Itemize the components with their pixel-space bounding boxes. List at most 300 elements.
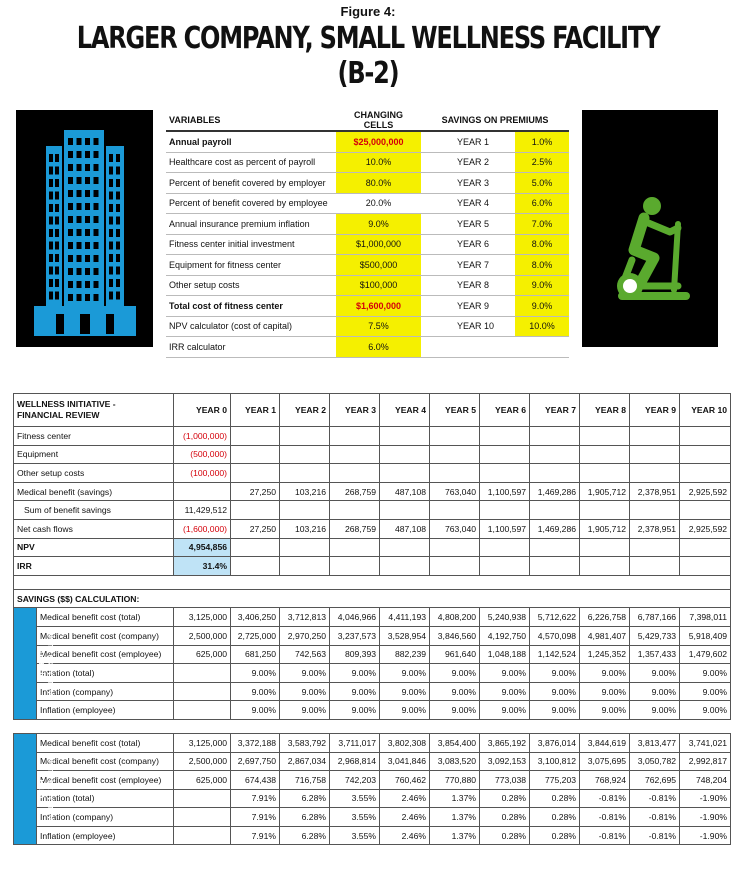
row-value xyxy=(480,501,530,520)
row-value: 768,924 xyxy=(580,771,630,790)
row-value: 625,000 xyxy=(174,645,231,664)
header-savings-on-premiums: SAVINGS ON PREMIUMS xyxy=(421,110,569,131)
row-value: 3,528,954 xyxy=(380,626,430,645)
variables-row xyxy=(166,193,569,214)
row-value: 9.00% xyxy=(480,701,530,720)
row-value: 3,846,560 xyxy=(430,626,480,645)
row-value xyxy=(430,464,480,483)
row-value xyxy=(680,427,731,446)
row-value: 748,204 xyxy=(680,771,731,790)
row-value: 762,695 xyxy=(630,771,680,790)
row-value: 0.28% xyxy=(530,789,580,808)
changing-cell-value: $100,000 xyxy=(336,275,421,296)
row-value: 1,469,286 xyxy=(530,482,580,501)
row-value: 773,038 xyxy=(480,771,530,790)
row-value: 763,040 xyxy=(430,519,480,538)
header-changing-cells: CHANGING CELLS xyxy=(336,110,421,131)
savings-year: YEAR 6 xyxy=(421,234,515,255)
row-value: 809,393 xyxy=(330,645,380,664)
variables-row xyxy=(166,316,569,337)
row-value xyxy=(231,538,280,557)
financial-row xyxy=(14,445,731,464)
row-value xyxy=(280,427,330,446)
savings-year: YEAR 10 xyxy=(421,316,515,337)
row-value: 9.00% xyxy=(430,664,480,683)
row-value xyxy=(530,445,580,464)
row-value: 1,479,602 xyxy=(680,645,731,664)
side-label-line: WITH xyxy=(37,779,47,799)
row-value: 1,142,524 xyxy=(530,645,580,664)
without-wellness-plan-label xyxy=(14,608,56,720)
row-value: 3,802,308 xyxy=(380,733,430,752)
row-value: 9.00% xyxy=(530,664,580,683)
side-label-text xyxy=(37,632,55,696)
row-label: Inflation (company) xyxy=(37,808,174,827)
row-value: 4,046,966 xyxy=(330,608,380,627)
changing-cell-value: $25,000,000 xyxy=(336,131,421,152)
savings-title: SAVINGS ($$) CALCULATION: xyxy=(14,589,731,608)
row-value xyxy=(480,538,530,557)
changing-cell-value: 9.0% xyxy=(336,214,421,235)
gap-cell xyxy=(14,719,731,733)
row-value: 9.00% xyxy=(580,701,630,720)
without-plan-row xyxy=(14,682,731,701)
row-value: 3,876,014 xyxy=(530,733,580,752)
row-value xyxy=(480,427,530,446)
year-header: YEAR 8 xyxy=(580,394,630,427)
changing-cell-value: 10.0% xyxy=(336,152,421,173)
row-value: 9.00% xyxy=(380,701,430,720)
savings-percent: 6.0% xyxy=(515,193,569,214)
row-value: -0.81% xyxy=(580,808,630,827)
row-label: Net cash flows xyxy=(14,519,174,538)
variables-row xyxy=(166,275,569,296)
row-value: (100,000) xyxy=(174,464,231,483)
row-value xyxy=(330,538,380,557)
row-value: 9.00% xyxy=(280,664,330,683)
row-value: 9.00% xyxy=(430,701,480,720)
row-value: 9.00% xyxy=(231,701,280,720)
row-value: -0.81% xyxy=(580,789,630,808)
row-label: Medical benefit cost (employee) xyxy=(37,645,174,664)
with-wellness-plan-label xyxy=(14,733,56,845)
row-value: 2,970,250 xyxy=(280,626,330,645)
row-value: 6.28% xyxy=(280,789,330,808)
financial-row xyxy=(14,427,731,446)
row-value: 4,570,098 xyxy=(530,626,580,645)
row-value: -1.90% xyxy=(680,808,731,827)
row-value: 9.00% xyxy=(280,682,330,701)
row-value: 882,239 xyxy=(380,645,430,664)
savings-percent: 8.0% xyxy=(515,234,569,255)
row-value xyxy=(580,445,630,464)
row-value: 7.91% xyxy=(231,826,280,845)
year-header: YEAR 4 xyxy=(380,394,430,427)
row-value: 770,880 xyxy=(430,771,480,790)
row-value: 2,378,951 xyxy=(630,519,680,538)
row-value: (1,600,000) xyxy=(174,519,231,538)
row-label: Sum of benefit savings xyxy=(14,501,174,520)
row-value: 3,041,846 xyxy=(380,752,430,771)
row-value: 1.37% xyxy=(430,826,480,845)
savings-year: YEAR 3 xyxy=(421,173,515,194)
with-plan-row xyxy=(14,826,731,845)
row-value: 5,429,733 xyxy=(630,626,680,645)
row-value: 31.4% xyxy=(174,557,231,576)
row-value: 2,378,951 xyxy=(630,482,680,501)
financial-review-title xyxy=(14,394,174,427)
row-value xyxy=(174,808,231,827)
row-value: 1,905,712 xyxy=(580,482,630,501)
row-value: 760,462 xyxy=(380,771,430,790)
savings-title-row xyxy=(14,589,731,608)
savings-percent: 9.0% xyxy=(515,275,569,296)
year-header: YEAR 3 xyxy=(330,394,380,427)
row-value: 3,075,695 xyxy=(580,752,630,771)
row-value xyxy=(174,826,231,845)
row-value: 9.00% xyxy=(580,664,630,683)
row-value: 3,711,017 xyxy=(330,733,380,752)
with-plan-row xyxy=(14,771,731,790)
row-value: 0.28% xyxy=(480,789,530,808)
variable-label: Healthcare cost as percent of payroll xyxy=(166,152,336,173)
changing-cell-value: 7.5% xyxy=(336,316,421,337)
with-plan-row xyxy=(14,789,731,808)
row-value: 3,092,153 xyxy=(480,752,530,771)
row-value xyxy=(280,464,330,483)
row-value: 487,108 xyxy=(380,482,430,501)
row-value xyxy=(430,501,480,520)
row-value xyxy=(280,501,330,520)
savings-percent: 5.0% xyxy=(515,173,569,194)
variable-label: Percent of benefit covered by employer xyxy=(166,173,336,194)
row-value: 4,411,193 xyxy=(380,608,430,627)
title-line: FINANCIAL REVIEW xyxy=(17,410,100,420)
row-value xyxy=(430,427,480,446)
row-value xyxy=(580,501,630,520)
row-value xyxy=(480,464,530,483)
row-value: 3,406,250 xyxy=(231,608,280,627)
variable-label: Total cost of fitness center xyxy=(166,296,336,317)
year-header: YEAR 6 xyxy=(480,394,530,427)
row-value xyxy=(380,501,430,520)
row-value xyxy=(680,538,731,557)
variable-label: Fitness center initial investment xyxy=(166,234,336,255)
row-value: 4,954,856 xyxy=(174,538,231,557)
row-value: 3,865,192 xyxy=(480,733,530,752)
row-value: 3.55% xyxy=(330,789,380,808)
row-value: 1,357,433 xyxy=(630,645,680,664)
savings-percent: 7.0% xyxy=(515,214,569,235)
row-value: 1,245,352 xyxy=(580,645,630,664)
row-value: 763,040 xyxy=(430,482,480,501)
savings-year: YEAR 5 xyxy=(421,214,515,235)
side-label-text xyxy=(37,757,55,821)
row-label: Inflation (total) xyxy=(37,664,174,683)
row-value xyxy=(430,538,480,557)
year-header: YEAR 7 xyxy=(530,394,580,427)
row-label: Medical benefit cost (employee) xyxy=(37,771,174,790)
row-label: Inflation (employee) xyxy=(37,701,174,720)
savings-year: YEAR 8 xyxy=(421,275,515,296)
row-label: Medical benefit cost (company) xyxy=(37,752,174,771)
year-header: YEAR 2 xyxy=(280,394,330,427)
year-header: YEAR 5 xyxy=(430,394,480,427)
row-value: 1,905,712 xyxy=(580,519,630,538)
row-value: 7.91% xyxy=(231,789,280,808)
row-value xyxy=(530,557,580,576)
financial-row xyxy=(14,501,731,520)
savings-year xyxy=(421,337,515,358)
row-value: 9.00% xyxy=(630,701,680,720)
row-label: IRR xyxy=(14,557,174,576)
row-value: 9.00% xyxy=(480,664,530,683)
row-value: 625,000 xyxy=(174,771,231,790)
savings-year: YEAR 9 xyxy=(421,296,515,317)
row-value: 681,250 xyxy=(231,645,280,664)
row-value: 4,808,200 xyxy=(430,608,480,627)
row-value: 3,741,021 xyxy=(680,733,731,752)
without-plan-row xyxy=(14,701,731,720)
row-value: 2,968,814 xyxy=(330,752,380,771)
row-value xyxy=(630,557,680,576)
savings-percent: 8.0% xyxy=(515,255,569,276)
row-value xyxy=(680,501,731,520)
row-value: 0.28% xyxy=(480,808,530,827)
row-value: (500,000) xyxy=(174,445,231,464)
row-value: 9.00% xyxy=(580,682,630,701)
variable-label: Annual insurance premium inflation xyxy=(166,214,336,235)
row-value: 3,050,782 xyxy=(630,752,680,771)
row-value xyxy=(530,501,580,520)
row-value: 3,854,400 xyxy=(430,733,480,752)
title-line: WELLNESS INITIATIVE - xyxy=(17,399,116,409)
row-value: 1,469,286 xyxy=(530,519,580,538)
row-value: 3.55% xyxy=(330,826,380,845)
row-value: 3,583,792 xyxy=(280,733,330,752)
savings-percent: 10.0% xyxy=(515,316,569,337)
blank-row xyxy=(14,575,731,589)
row-value: 3,813,477 xyxy=(630,733,680,752)
office-building-icon xyxy=(16,110,153,347)
row-value: 3,100,812 xyxy=(530,752,580,771)
changing-cell-value: $500,000 xyxy=(336,255,421,276)
variables-row xyxy=(166,131,569,152)
row-value: 4,981,407 xyxy=(580,626,630,645)
side-label-line: WITHOUT xyxy=(37,646,47,682)
row-value: 9.00% xyxy=(380,682,430,701)
row-value: -0.81% xyxy=(630,789,680,808)
figure-title: LARGER COMPANY, SMALL WELLNESS FACILITY (B-2) xyxy=(76,21,660,91)
without-plan-row xyxy=(14,626,731,645)
row-value: 2.46% xyxy=(380,808,430,827)
row-value: 27,250 xyxy=(231,482,280,501)
row-value: 6.28% xyxy=(280,826,330,845)
row-value: 9.00% xyxy=(680,682,731,701)
without-plan-row xyxy=(14,645,731,664)
variable-label: Percent of benefit covered by employee xyxy=(166,193,336,214)
row-value: 3,125,000 xyxy=(174,733,231,752)
variable-label: Annual payroll xyxy=(166,131,336,152)
row-value: 9.00% xyxy=(630,664,680,683)
row-value: 2,500,000 xyxy=(174,626,231,645)
row-value: 7.91% xyxy=(231,808,280,827)
row-value: 775,203 xyxy=(530,771,580,790)
row-value xyxy=(231,464,280,483)
financial-row xyxy=(14,538,731,557)
row-value: 6,226,758 xyxy=(580,608,630,627)
row-value xyxy=(530,427,580,446)
row-value xyxy=(530,464,580,483)
row-value: (1,000,000) xyxy=(174,427,231,446)
row-value: 742,203 xyxy=(330,771,380,790)
variable-label: NPV calculator (cost of capital) xyxy=(166,316,336,337)
changing-cell-value: 80.0% xyxy=(336,173,421,194)
row-value: 9.00% xyxy=(280,701,330,720)
row-value: 4,192,750 xyxy=(480,626,530,645)
row-value xyxy=(330,464,380,483)
row-value xyxy=(174,789,231,808)
with-plan-row xyxy=(14,808,731,827)
row-value xyxy=(630,427,680,446)
row-value xyxy=(231,427,280,446)
row-value xyxy=(630,538,680,557)
row-value xyxy=(174,682,231,701)
changing-cell-value: 6.0% xyxy=(336,337,421,358)
financial-row xyxy=(14,464,731,483)
savings-percent: 2.5% xyxy=(515,152,569,173)
row-value: 9.00% xyxy=(530,701,580,720)
row-label: Medical benefit (savings) xyxy=(14,482,174,501)
row-value: 5,712,622 xyxy=(530,608,580,627)
row-value: 674,438 xyxy=(231,771,280,790)
row-value xyxy=(174,482,231,501)
row-value: 103,216 xyxy=(280,519,330,538)
row-value: 3.55% xyxy=(330,808,380,827)
row-value xyxy=(580,427,630,446)
row-value: 9.00% xyxy=(480,682,530,701)
financial-row xyxy=(14,482,731,501)
row-value xyxy=(231,445,280,464)
row-value xyxy=(480,445,530,464)
financial-review-table xyxy=(13,393,731,845)
row-value: 6,787,166 xyxy=(630,608,680,627)
row-value xyxy=(430,557,480,576)
row-value: 2,925,592 xyxy=(680,519,731,538)
row-value xyxy=(430,445,480,464)
row-value: 9.00% xyxy=(380,664,430,683)
row-value xyxy=(580,557,630,576)
row-value xyxy=(680,445,731,464)
row-value xyxy=(380,538,430,557)
fitness-panel xyxy=(582,110,718,347)
row-value: -0.81% xyxy=(630,826,680,845)
row-label: Other setup costs xyxy=(14,464,174,483)
row-value: -0.81% xyxy=(630,808,680,827)
variables-row xyxy=(166,337,569,358)
row-value: 1.37% xyxy=(430,808,480,827)
savings-percent: 1.0% xyxy=(515,131,569,152)
variable-label: Equipment for fitness center xyxy=(166,255,336,276)
row-value xyxy=(680,557,731,576)
row-value: 5,918,409 xyxy=(680,626,731,645)
exercise-bike-icon xyxy=(582,110,718,347)
variable-label: Other setup costs xyxy=(166,275,336,296)
row-value: 2,992,817 xyxy=(680,752,731,771)
row-value xyxy=(480,557,530,576)
row-value xyxy=(231,557,280,576)
row-value xyxy=(580,464,630,483)
row-value: -0.81% xyxy=(580,826,630,845)
row-value: 27,250 xyxy=(231,519,280,538)
row-value: 1,100,597 xyxy=(480,482,530,501)
row-value: 6.28% xyxy=(280,808,330,827)
row-value xyxy=(380,427,430,446)
gap-row xyxy=(14,719,731,733)
row-value xyxy=(174,664,231,683)
changing-cell-value: $1,600,000 xyxy=(336,296,421,317)
row-value: 268,759 xyxy=(330,519,380,538)
variables-row xyxy=(166,296,569,317)
variable-label: IRR calculator xyxy=(166,337,336,358)
changing-cell-value: 20.0% xyxy=(336,193,421,214)
row-value: 3,712,813 xyxy=(280,608,330,627)
side-label-line: WELLNESS PLAN xyxy=(46,757,56,822)
row-value xyxy=(330,501,380,520)
row-value xyxy=(330,445,380,464)
row-value: 2.46% xyxy=(380,789,430,808)
row-value: 9.00% xyxy=(231,664,280,683)
variables-row xyxy=(166,152,569,173)
row-value: 103,216 xyxy=(280,482,330,501)
row-value xyxy=(174,701,231,720)
figure-label: Figure 4: xyxy=(340,4,396,19)
row-value: 3,083,520 xyxy=(430,752,480,771)
row-value xyxy=(630,464,680,483)
row-value: 961,640 xyxy=(430,645,480,664)
row-value xyxy=(380,464,430,483)
savings-year: YEAR 7 xyxy=(421,255,515,276)
row-value: 3,844,619 xyxy=(580,733,630,752)
financial-row xyxy=(14,557,731,576)
row-value: 2,925,592 xyxy=(680,482,731,501)
row-value xyxy=(580,538,630,557)
row-value: 9.00% xyxy=(530,682,580,701)
with-plan-row xyxy=(14,752,731,771)
row-value: 487,108 xyxy=(380,519,430,538)
row-value: 1.37% xyxy=(430,789,480,808)
row-value xyxy=(630,445,680,464)
row-value: 2,725,000 xyxy=(231,626,280,645)
row-value xyxy=(280,557,330,576)
row-value: 9.00% xyxy=(330,682,380,701)
without-plan-row xyxy=(14,608,731,627)
year-header: YEAR 1 xyxy=(231,394,280,427)
side-label-line: WELLNESS PLAN xyxy=(46,631,56,696)
row-value xyxy=(530,538,580,557)
variables-row xyxy=(166,255,569,276)
row-value xyxy=(280,445,330,464)
row-value: 268,759 xyxy=(330,482,380,501)
building-panel xyxy=(16,110,153,347)
row-label: Equipment xyxy=(14,445,174,464)
row-value: 3,125,000 xyxy=(174,608,231,627)
variables-table xyxy=(166,110,569,358)
row-value: 716,758 xyxy=(280,771,330,790)
savings-percent xyxy=(515,337,569,358)
row-value: 3,372,188 xyxy=(231,733,280,752)
year-header: YEAR 0 xyxy=(174,394,231,427)
